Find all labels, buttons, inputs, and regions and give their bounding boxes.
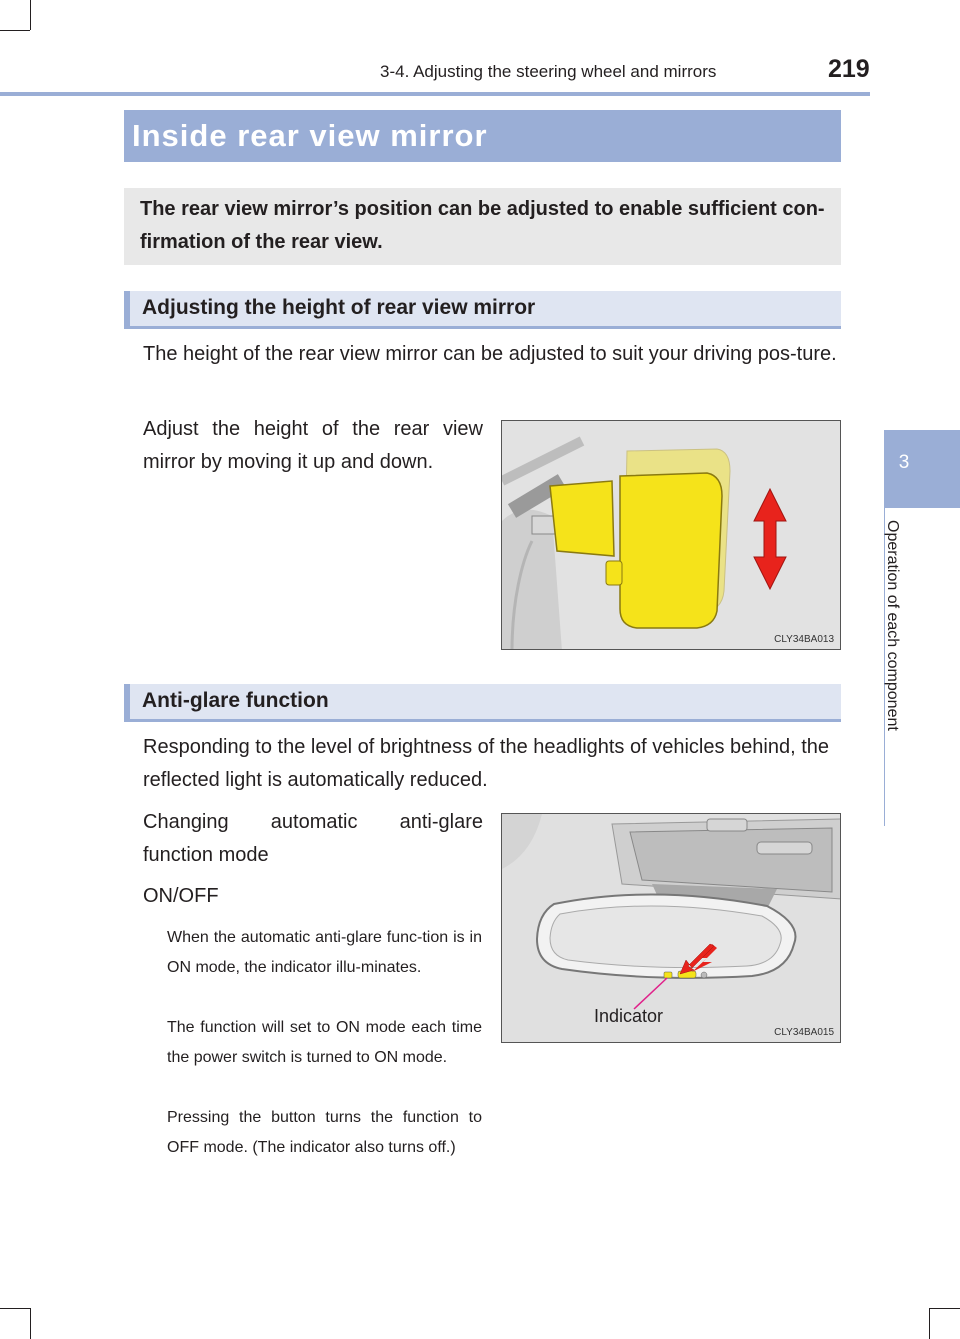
figure-code: CLY34BA013 [774,634,834,645]
intro-text: The rear view mirror’s position can be adjusted to enable sufficient con-firmation of the rear view. [140,198,825,253]
note-text: When the automatic anti-glare func-tion is in ON mode, the indicator illu-minates. [167,929,482,976]
crop-mark [930,1308,960,1309]
crop-mark [929,1308,930,1339]
paragraph: The height of the rear view mirror can be adjusted to suit your driving pos-ture. [143,343,837,365]
mirror-height-figure [501,420,841,650]
mirror-height-illustration [502,421,841,650]
page-title: Inside rear view mirror [132,118,488,153]
indicator-callout-label: Indicator [594,1006,664,1026]
chapter-tab [884,430,960,508]
crop-mark [30,0,31,30]
section-heading-text: Adjusting the height of rear view mirror [142,296,536,319]
note-text: Pressing the button turns the function to OFF mode. (The indicator also turns off.) [167,1109,482,1156]
section-heading-anti-glare [124,684,841,722]
intro-box [124,188,841,265]
crop-mark [0,1308,30,1309]
page-number: 219 [828,55,870,83]
figure-code: CLY34BA015 [774,1027,834,1038]
running-header-title: 3-4. Adjusting the steering wheel and mirrors [380,62,717,81]
header-rule [0,92,870,96]
anti-glare-illustration [502,814,841,1043]
paragraph: Changing automatic anti-glare function mode [143,811,483,866]
crop-mark [30,1308,31,1339]
paragraph: ON/OFF [143,885,219,907]
crop-mark [0,30,30,31]
paragraph: Adjust the height of the rear view mirror by moving it up and down. [143,418,483,473]
paragraph: Responding to the level of brightness of the headlights of vehicles behind, the reflected light is automatically reduced. [143,736,830,791]
chapter-title-container [886,520,916,780]
section-heading-text: Anti-glare function [142,689,329,712]
anti-glare-figure [501,813,841,1043]
note-text: The function will set to ON mode each time the power switch is turned to ON mode. [167,1019,482,1066]
chapter-number: 3 [898,452,910,473]
page-title-bar [124,110,841,162]
chapter-title: Operation of each component [884,520,901,731]
section-heading-height [124,291,841,329]
